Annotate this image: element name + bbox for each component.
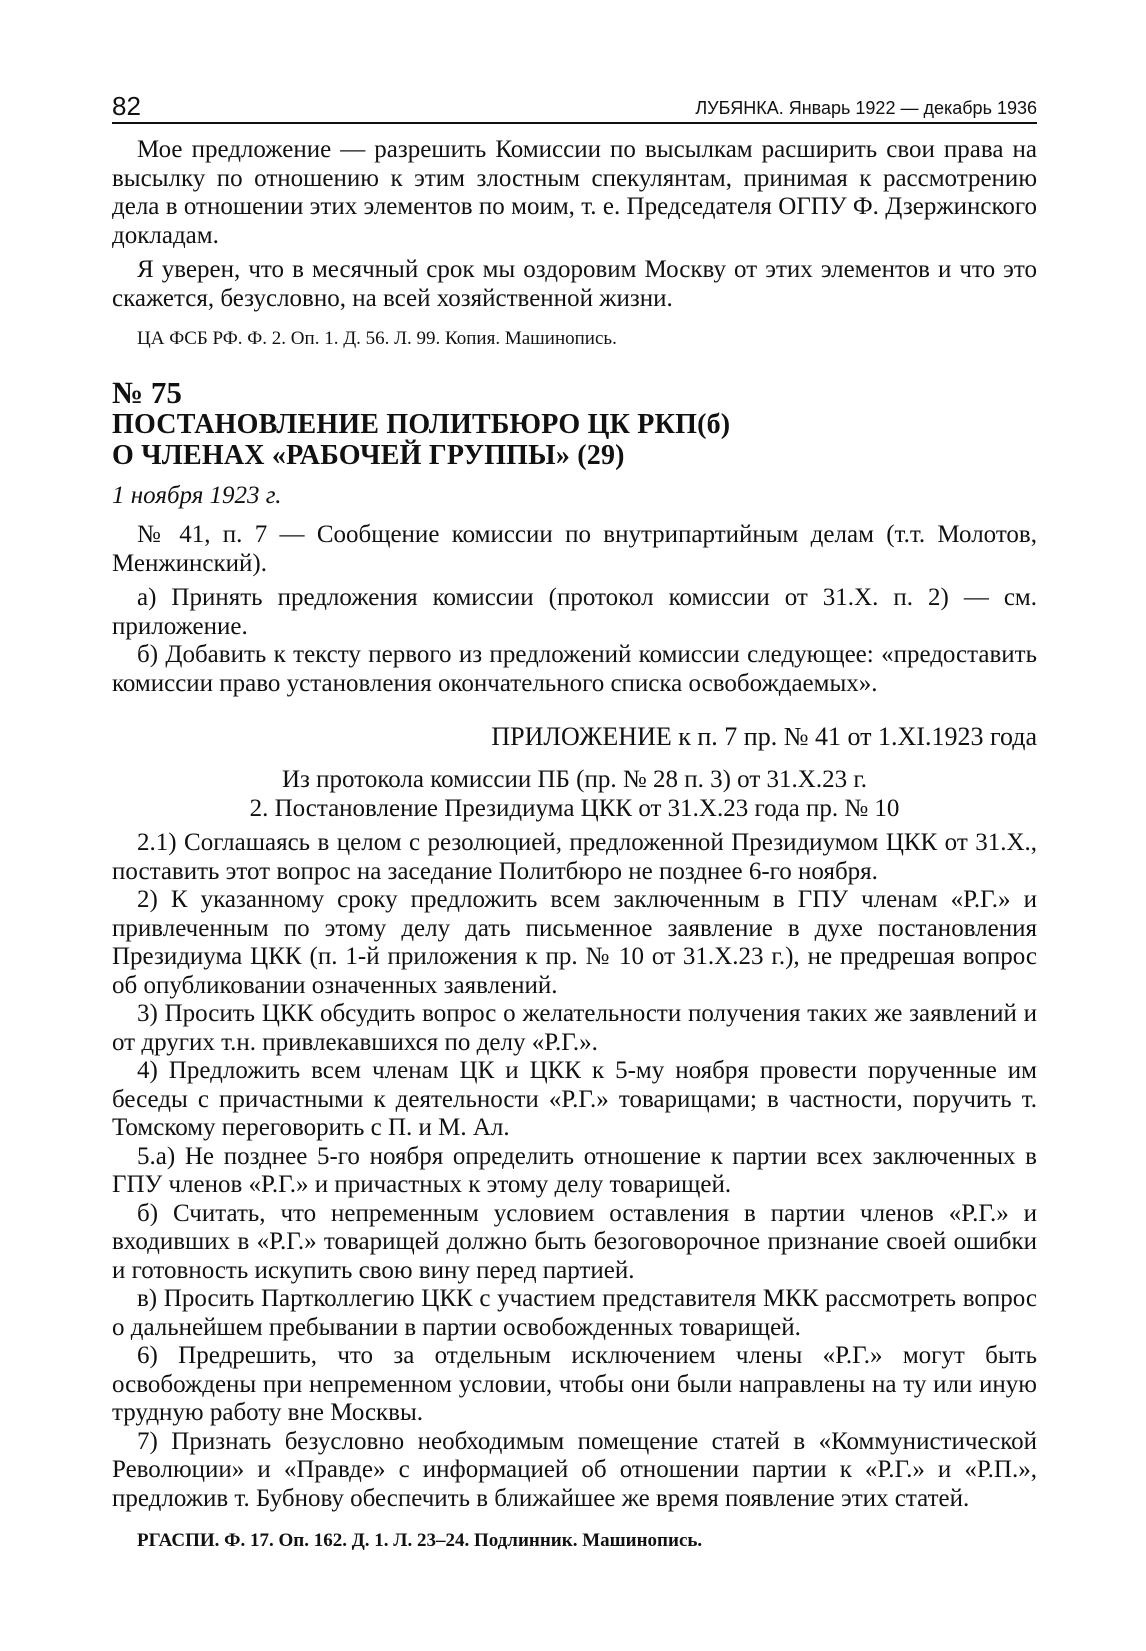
paragraph: № 41, п. 7 — Сообщение комиссии по внутрипартийным делам (т.т. Молотов, Менжинский). (112, 521, 1037, 577)
appendix-subheading: Из протокола комиссии ПБ (пр. № 28 п. 3) от 31.X.23 г. (282, 766, 867, 793)
paragraph: б) Добавить к тексту первого из предложений комиссии следующее: «предоставить комиссии право установления окончательного списка освобождаемых». (112, 641, 1037, 697)
appendix-item: 7) Признать безусловно необходимым помещение статей в «Коммунистической Революции» и «Правде» с информацией об отношении партии к «Р.Г.» и «Р.П.», предложив т. Бубнову обеспечить в ближайшее же время появление этих статей. (112, 1427, 1037, 1512)
archive-reference: РГАСПИ. Ф. 17. Оп. 162. Д. 1. Л. 23–24. Подлинник. Машинопись. (137, 1530, 703, 1551)
appendix-item: 5.а) Не позднее 5-го ноября определить отношение к партии всех заключенных в ГПУ членов «Р.Г.» и причастных к этому делу товарищей. (112, 1142, 1037, 1198)
document-number: № 75 (112, 375, 182, 410)
running-title: ЛУБЯНКА. Январь 1922 — декабрь 1936 (695, 98, 1037, 118)
appendix-item: 2.1) Соглашаясь в целом с резолюцией, предложенной Президиумом ЦКК от 31.X., поставить этот вопрос на заседание Политбюро не позднее 6-го ноября. (112, 829, 1037, 885)
paragraph: а) Принять предложения комиссии (протокол комиссии от 31.X. п. 2) — см. приложение. (112, 584, 1037, 640)
page-number: 82 (112, 91, 141, 121)
running-header (112, 92, 1037, 124)
book-page (112, 92, 1037, 1553)
appendix-item: 6) Предрешить, что за отдельным исключением члены «Р.Г.» могут быть освобождены при непременном условии, чтобы они были направлены на ту или иную трудную работу вне Москвы. (112, 1342, 1037, 1426)
appendix-item: в) Просить Партколлегию ЦКК с участием представителя МКК рассмотреть вопрос о дальнейшем пребывании в партии освобожденных товарищей. (112, 1285, 1037, 1341)
paragraph: Мое предложение — разрешить Комиссии по высылкам расширить свои права на высылку по отношению к этим злостным спекулянтам, принимая к рассмотрению дела в отношении этих элементов по моим, т. е. Председателя ОГПУ Ф. Дзержинского докладам. (112, 136, 1037, 249)
appendix-subheading-block (112, 766, 1037, 823)
document-title-line: О ЧЛЕНАХ «РАБОЧЕЙ ГРУППЫ» (29) (112, 440, 625, 471)
appendix-subheading: 2. Постановление Президиума ЦКК от 31.X.23 года пр. № 10 (249, 794, 900, 822)
paragraph: Я уверен, что в месячный срок мы оздоровим Москву от этих элементов и что это скажется, безусловно, на всей хозяйственной жизни. (112, 256, 1037, 312)
appendix-item: б) Считать, что непременным условием оставления в партии членов «Р.Г.» и входивших в «Р.Г.» товарищей должно быть безоговорочное признание своей ошибки и готовность искупить свою вину перед партией. (112, 1199, 1037, 1284)
appendix-item: 4) Предложить всем членам ЦК и ЦКК к 5-му ноября провести порученные им беседы с причастными к деятельности «Р.Г.» товарищами; в частности, поручить т. Томскому переговорить с П. и М. Ал. (112, 1057, 1037, 1141)
document-title-line: ПОСТАНОВЛЕНИЕ ПОЛИТБЮРО ЦК РКП(б) (112, 409, 731, 440)
archive-reference: ЦА ФСБ РФ. Ф. 2. Оп. 1. Д. 56. Л. 99. Копия. Машинопись. (137, 328, 617, 349)
appendix-item: 3) Просить ЦКК обсудить вопрос о желательности получения таких же заявлений и от других т.н. привлекавшихся по делу «Р.Г.». (112, 1000, 1037, 1056)
document-date: 1 ноября 1923 г. (112, 482, 282, 509)
appendix-item: 2) К указанному сроку предложить всем заключенным в ГПУ членам «Р.Г.» и привлеченным по этому делу дать письменное заявление в духе постановления Президиума ЦКК (п. 1-й приложения к пр. № 10 от 31.X.23 г.), не предрешая вопрос об опубликовании означенных заявлений. (112, 886, 1037, 999)
appendix-heading: ПРИЛОЖЕНИЕ к п. 7 пр. № 41 от 1.XI.1923 года (491, 722, 1037, 751)
